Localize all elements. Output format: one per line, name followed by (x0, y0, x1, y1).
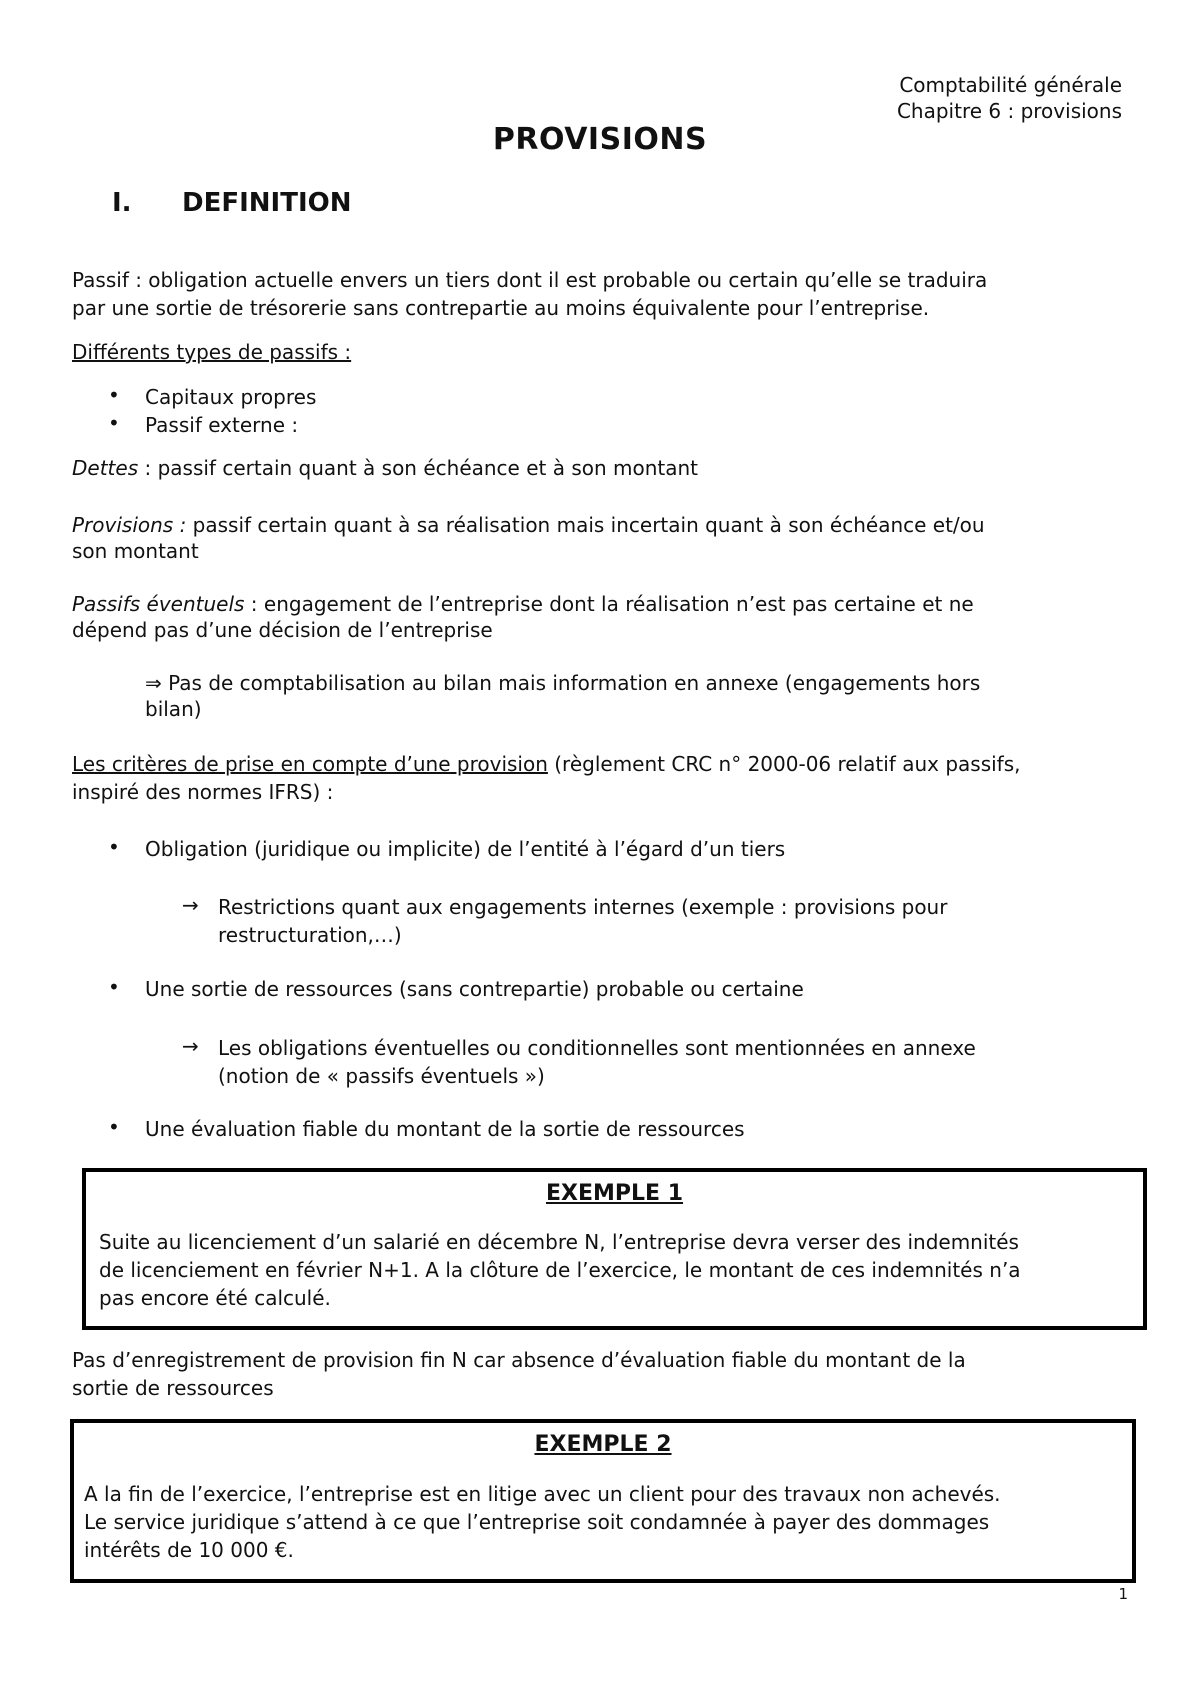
criteres-line2: inspiré des normes IFRS) : (72, 780, 334, 804)
arrow-right-icon: → (182, 1034, 199, 1058)
passifs-eventuels-text: : engagement de l’entreprise dont la réalisation n’est pas certaine et ne (244, 592, 974, 616)
example2-line3: intérêts de 10 000 €. (84, 1538, 294, 1562)
header-course: Comptabilité générale (899, 73, 1122, 97)
bullet-icon: • (108, 975, 120, 999)
provisions-text: passif certain quant à sa réalisation mais incertain quant à son échéance et/ou (186, 513, 985, 537)
example1-answer-line1: Pas d’enregistrement de provision fin N car absence d’évaluation fiable du montant de la (72, 1348, 966, 1372)
example2-box (70, 1419, 1136, 1583)
type-item: Capitaux propres (145, 385, 317, 409)
provisions-definition-line1 (72, 513, 985, 537)
implication-line1 (145, 671, 980, 695)
section-title: DEFINITION (182, 188, 352, 218)
criterion-note-line2: restructuration,…) (218, 923, 402, 947)
example2-line2: Le service juridique s’attend à ce que l’entreprise soit condamnée à payer des dommages (84, 1510, 990, 1534)
example2-title: EXEMPLE 2 (534, 1432, 672, 1457)
criteres-heading: Les critères de prise en compte d’une provision (72, 752, 548, 776)
example1-line1: Suite au licenciement d’un salarié en décembre N, l’entreprise devra verser des indemnités (99, 1230, 1019, 1254)
criterion-item: Une évaluation fiable du montant de la sortie de ressources (145, 1117, 745, 1141)
passifs-eventuels-line2: dépend pas d’une décision de l’entreprise (72, 618, 493, 642)
provisions-definition-line2: son montant (72, 539, 199, 563)
criterion-note-line1: Les obligations éventuelles ou conditionnelles sont mentionnées en annexe (218, 1036, 976, 1060)
passifs-eventuels-term: Passifs éventuels (72, 592, 245, 616)
bullet-icon: • (108, 411, 120, 435)
criterion-note-line2: (notion de « passifs éventuels ») (218, 1064, 545, 1088)
example1-line3: pas encore été calculé. (99, 1286, 331, 1310)
page-number: 1 (1118, 1585, 1128, 1603)
example1-answer-line2: sortie de ressources (72, 1376, 274, 1400)
dettes-definition (72, 456, 698, 480)
implication-text: Pas de comptabilisation au bilan mais information en annexe (engagements hors (161, 671, 981, 695)
page-title: PROVISIONS (492, 122, 708, 157)
bullet-icon: • (108, 1115, 120, 1139)
dettes-text: : passif certain quant à son échéance et à son montant (138, 456, 699, 480)
criterion-note-line1: Restrictions quant aux engagements internes (exemple : provisions pour (218, 895, 948, 919)
types-heading: Différents types de passifs : (72, 340, 352, 364)
passifs-eventuels-line1 (72, 592, 974, 616)
passif-definition-line1: Passif : obligation actuelle envers un tiers dont il est probable ou certain qu’elle se traduira (72, 268, 988, 292)
type-item: Passif externe : (145, 413, 299, 437)
bullet-icon: • (108, 835, 120, 859)
example1-line2: de licenciement en février N+1. A la clôture de l’exercice, le montant de ces indemnités n’a (99, 1258, 1021, 1282)
example1-title: EXEMPLE 1 (545, 1181, 684, 1206)
arrow-right-icon: → (182, 893, 199, 917)
criteres-line1 (72, 752, 1021, 776)
example1-box (82, 1168, 1147, 1330)
provisions-term: Provisions : (72, 513, 187, 537)
passif-definition-line2: par une sortie de trésorerie sans contrepartie au moins équivalente pour l’entreprise. (72, 296, 930, 320)
bullet-icon: • (108, 383, 120, 407)
criteres-reference: (règlement CRC n° 2000-06 relatif aux passifs, (547, 752, 1021, 776)
section-number: I. (112, 188, 132, 218)
implication-line2: bilan) (145, 697, 202, 721)
criterion-item: Une sortie de ressources (sans contrepartie) probable ou certaine (145, 977, 804, 1001)
dettes-term: Dettes (72, 456, 139, 480)
example2-line1: A la fin de l’exercice, l’entreprise est en litige avec un client pour des travaux non achevés. (84, 1482, 1001, 1506)
criterion-item: Obligation (juridique ou implicite) de l’entité à l’égard d’un tiers (145, 837, 786, 861)
header-chapter: Chapitre 6 : provisions (896, 99, 1122, 123)
implies-icon: ⇒ (145, 671, 162, 695)
